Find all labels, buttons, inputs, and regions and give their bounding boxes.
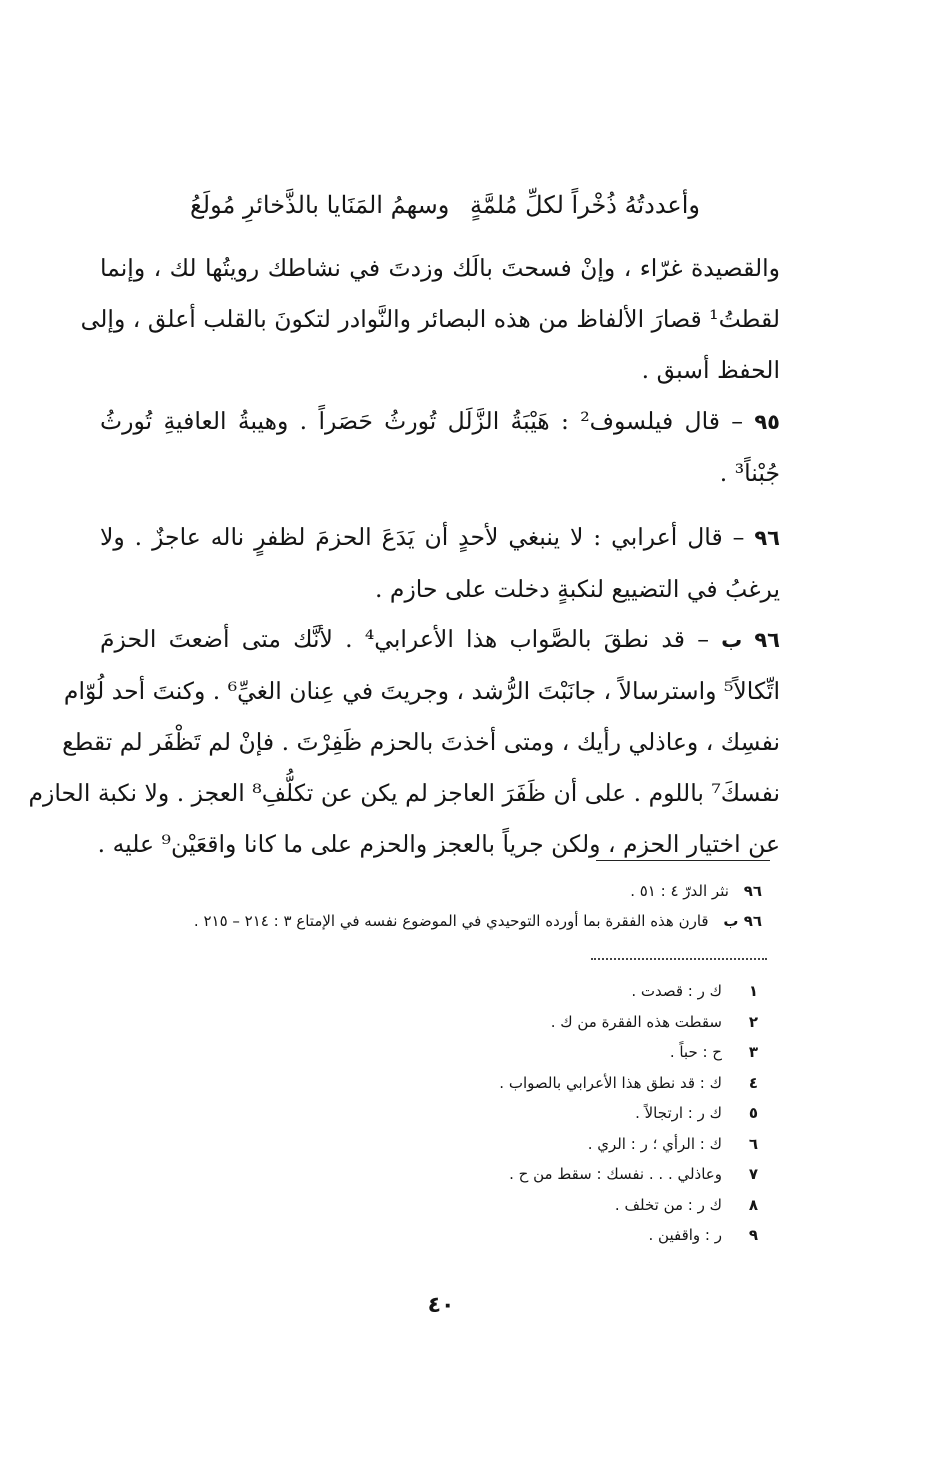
variant-note	[499, 1098, 758, 1129]
source-notes	[194, 876, 762, 936]
paragraph-96	[100, 512, 780, 615]
source-note-text: نثر الدرّ ٤ : ٥١ .	[630, 882, 729, 900]
paragraph-line	[100, 396, 780, 448]
variant-number: ٤	[748, 1073, 758, 1092]
variant-number: ٣	[748, 1043, 758, 1061]
paragraph-number: ٩٥	[754, 410, 780, 434]
variant-number: ٩	[748, 1226, 758, 1244]
paragraph-dash: –	[732, 523, 745, 551]
paragraph-line: اتِّكالاً⁵ واسترسالاً ، جانَبْتَ الرُّشد ، وجريتَ في عِنان الغيِّ⁶ . وكنتَ أحد لُوّام	[63, 677, 780, 705]
variant-note	[499, 1037, 758, 1068]
variant-number: ٧	[748, 1165, 758, 1183]
verse-second-hemistich: وسهمُ المَنَايا بالذَّخائرِ مُولَعُ	[190, 191, 450, 219]
variant-text: ك ر : ارتجالاً .	[635, 1104, 722, 1122]
variant-text: وعاذلي . . . نفسك : سقط من ح .	[509, 1165, 722, 1183]
paragraph-number: ٩٦	[754, 526, 780, 550]
source-note	[194, 876, 762, 906]
paragraph-dash: –	[731, 407, 744, 435]
intro-line: الحفظ أسبق .	[641, 356, 780, 384]
paragraph-line: نفسِك ، وعاذلي رأيك ، ومتى أخذتَ بالحزم ظَفِرْتَ . فإنْ لم تَظْفَر لم تقطع	[62, 728, 780, 756]
paragraph-96b	[28, 614, 780, 870]
paragraph-line: يرغبُ في التضييع لنكبةٍ دخلت على حازم .	[374, 575, 780, 603]
variant-note	[499, 1159, 758, 1190]
variant-note	[499, 1129, 758, 1160]
paragraph-dash: –	[697, 625, 709, 653]
paragraph-number: ٩٦ ب	[721, 628, 780, 652]
variant-note	[499, 976, 758, 1007]
variant-text: ك ر : من تخلف .	[614, 1195, 722, 1214]
variant-number: ٥	[748, 1104, 758, 1122]
paragraph-text: قال فيلسوف² : هَيْبَةُ الزَّلَل تُورثُ حَصَراً . وهيبةُ العافيةِ تُورثُ	[100, 407, 720, 435]
source-note	[194, 906, 762, 936]
variant-text: ك : قد نطق هذا الأعرابي بالصواب .	[499, 1073, 722, 1092]
paragraph-line: جُبْناً³ .	[719, 459, 780, 487]
source-note-ref: ٩٦	[743, 882, 762, 900]
variant-text: ك : الرأي ؛ ر : الري .	[587, 1134, 722, 1153]
variant-note	[499, 1007, 758, 1038]
poem-verse	[190, 185, 700, 225]
variant-note	[499, 1068, 758, 1099]
variant-note	[499, 1190, 758, 1221]
variant-number: ٢	[748, 1012, 758, 1031]
source-note-text: قارن هذه الفقرة بما أورده التوحيدي في الموضوع نفسه في الإمتاع ٣ : ٢١٤ – ٢١٥ .	[193, 912, 709, 930]
paragraph-line	[100, 512, 780, 564]
footnote-separator	[596, 860, 770, 861]
variant-number: ٨	[748, 1195, 758, 1214]
variant-note	[499, 1220, 758, 1251]
paragraph-line	[100, 614, 780, 666]
verse-first-hemistich: وأعددتُهُ ذُخْراً لكلِّ مُلمَّةٍ	[469, 191, 700, 219]
paragraph-line: عن اختيار الحزم ، ولكن جرياً بالعجز والحزم على ما كانا واقعَيْن⁹ عليه .	[97, 830, 780, 858]
paragraph-text: قد نطقَ بالصَّواب هذا الأعرابي⁴ . لأنَّك متى أضعتَ الحزمَ	[100, 625, 685, 653]
variant-text: ك ر : قصدت .	[631, 982, 722, 1000]
variant-number: ١	[748, 982, 758, 1000]
variant-text: ر : واقفين .	[648, 1226, 722, 1244]
intro-paragraph	[80, 243, 780, 396]
paragraph-line: نفسكَ⁷ باللوم . على أن ظَفَرَ العاجز لم يكن عن تكلُّفِ⁸ العجز . ولا نكبة الحازم	[28, 779, 780, 807]
variant-readings	[499, 976, 758, 1251]
source-note-ref: ٩٦ ب	[723, 912, 762, 930]
paragraph-text: قال أعرابي : لا ينبغي لأحدٍ أن يَدَعَ الحزمَ لظفرٍ ناله عاجزٌ . ولا	[100, 523, 723, 551]
variants-separator	[591, 958, 767, 960]
paragraph-95	[100, 396, 780, 499]
variant-text: سقطت هذه الفقرة من ك .	[550, 1012, 722, 1031]
variant-text: ح : حباً .	[669, 1043, 722, 1061]
variant-number: ٦	[748, 1134, 758, 1153]
intro-line: لقطتُ¹ قصارَ الألفاظ من هذه البصائر والنَّوادر لتكونَ بالقلب أعلق ، وإلى	[80, 305, 780, 333]
intro-line: والقصيدة غرّاء ، وإنْ فسحتَ بالَك وزدتَ في نشاطك رويتُها لك ، وإنما	[100, 254, 780, 282]
page-number: ٤٠	[427, 1293, 455, 1318]
